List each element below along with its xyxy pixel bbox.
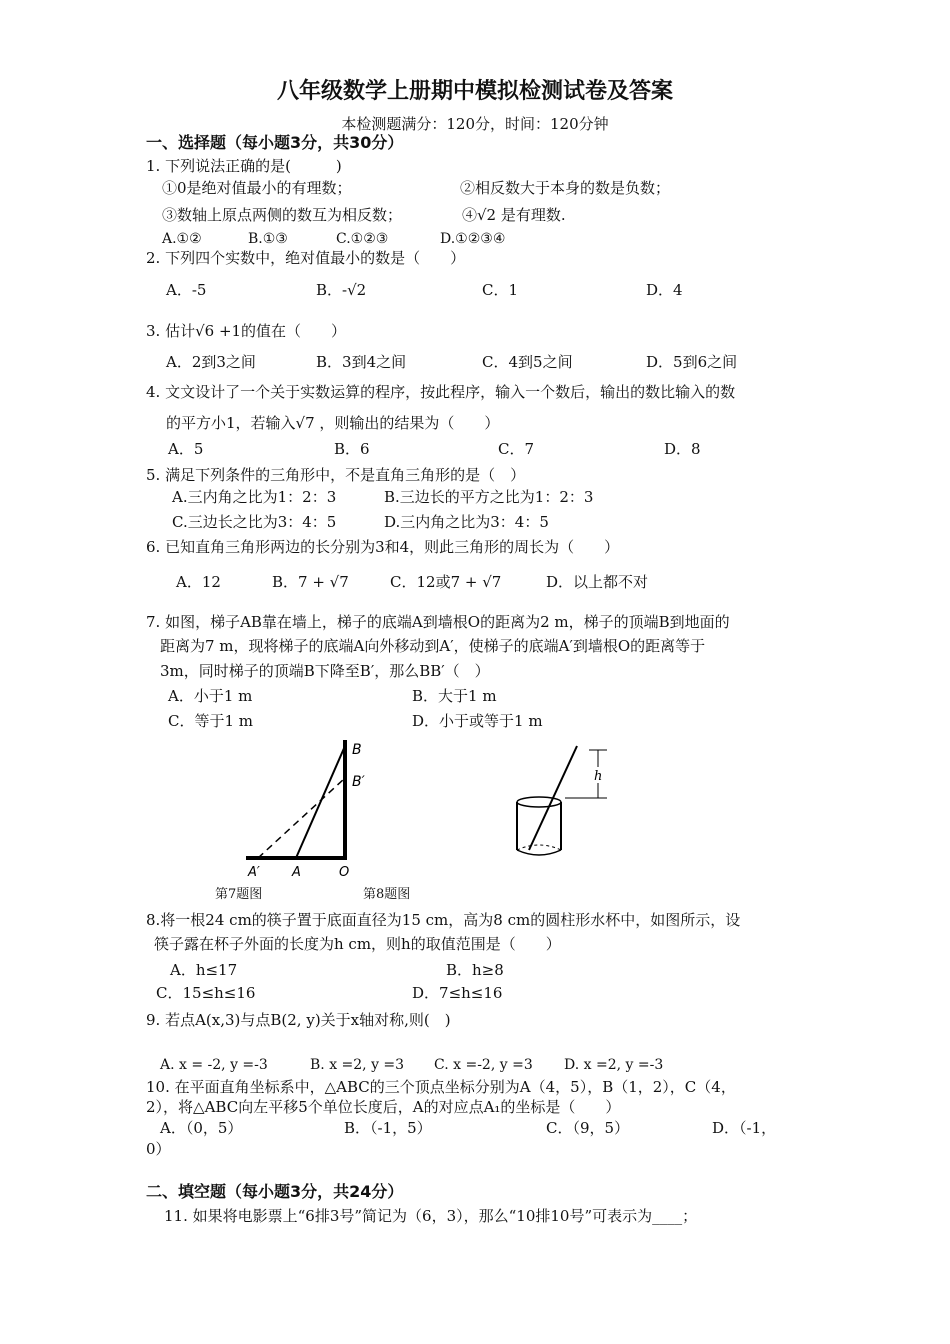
q3-option-c: C．4到5之间 [482,353,573,371]
q8-option-c: C．15≤h≤16 [156,984,256,1002]
cup-bottom-back [517,845,561,850]
q7-option-c: C．等于1 m [168,712,254,730]
q6-option-b: B．7 + √7 [272,573,349,591]
q8-option-d: D．7≤h≤16 [412,984,503,1002]
q6-stem: 6. 已知直角三角形两边的长分别为3和4，则此三角形的周长为（ ） [146,538,620,556]
q9-option-a: A. x = -2, y =-3 [160,1057,268,1073]
q1-option-b: B.①③ [248,231,288,247]
cup-rim [517,797,561,807]
q8-option-a: A．h≤17 [170,961,238,979]
ladder-ab [296,746,345,858]
q2-stem: 2. 下列四个实数中，绝对值最小的数是（ ） [146,249,466,267]
q3-option-d: D．5到6之间 [646,353,738,371]
q1-statement-1: ①0是绝对值最小的有理数； [162,179,352,197]
q4-option-c: C．7 [498,440,535,458]
label-o: O [339,865,350,880]
q10-option-d-wrap: 0） [146,1140,171,1158]
figure-7-caption: 第7题图 [215,887,263,902]
q1-option-c: C.①②③ [336,231,389,247]
q7-option-a: A．小于1 m [168,687,253,705]
q9-option-d: D. x =2, y =-3 [564,1057,664,1073]
q7-line-2: 距离为7 m，现将梯子的底端A向外移动到A′，使梯子的底端A′到墙根O的距离等于 [160,637,706,655]
section-1-heading: 一、选择题（每小题3分，共30分） [146,133,404,152]
label-h: h [594,769,603,784]
q5-stem: 5. 满足下列条件的三角形中，不是直角三角形的是（ ） [146,466,526,484]
label-a-prime: A′ [248,865,260,880]
q3-option-b: B．3到4之间 [316,353,407,371]
label-b-prime: B′ [352,774,365,790]
q8-line-1: 8.将一根24 cm的筷子置于底面直径为15 cm，高为8 cm的圆柱形水杯中，如图所示，设 [146,911,741,929]
q4-option-d: D．8 [664,440,701,458]
q4-line-1: 4. 文文设计了一个关于实数运算的程序，按此程序，输入一个数后，输出的数比输入的数 [146,383,736,401]
q5-option-b: B.三边长的平方之比为1：2：3 [384,488,594,506]
exam-subtitle: 本检测题满分：120分，时间：120分钟 [341,115,609,133]
q10-option-d: D．（-1， [712,1119,777,1137]
q1-option-d: D.①②③④ [440,231,506,247]
label-b: B [352,742,362,758]
q7-option-d: D．小于或等于1 m [412,712,543,730]
q2-option-a: A．-5 [166,281,207,299]
q9-option-b: B. x =2, y =3 [310,1057,405,1073]
q2-option-b: B．-√2 [316,281,367,299]
q1-statement-3: ③数轴上原点两侧的数互为相反数； [162,206,403,224]
q3-option-a: A．2到3之间 [166,353,256,371]
figure-8-cup [505,740,615,865]
q7-line-1: 7. 如图，梯子AB靠在墙上，梯子的底端A到墙根O的距离为2 m，梯子的顶端B到地面的 [146,613,730,631]
q7-option-b: B．大于1 m [412,687,497,705]
q10-line-2: 2），将△ABC向左平移5个单位长度后，A的对应点A₁的坐标是（ ） [146,1098,621,1116]
cup-bottom-front [517,850,561,855]
q8-line-2: 筷子露在杯子外面的长度为h cm，则h的取值范围是（ ） [154,935,561,953]
q6-option-d: D．以上都不对 [546,573,649,591]
q2-option-d: D．4 [646,281,683,299]
q4-line-2: 的平方小1，若输入√7 ，则输出的结果为（ ） [166,414,500,432]
figure-8-caption: 第8题图 [363,887,411,902]
q4-option-b: B．6 [334,440,370,458]
figure-7-ladder [240,734,380,884]
q5-option-d: D.三内角之比为3：4：5 [384,513,549,531]
q9-option-c: C. x =-2, y =3 [434,1057,533,1073]
q6-option-c: C．12或7 + √7 [390,573,502,591]
q1-statement-2: ②相反数大于本身的数是负数； [460,179,671,197]
q1-statement-4: ④√2 是有理数. [462,206,566,224]
q6-option-a: A．12 [176,573,221,591]
q1-option-a: A.①② [162,231,202,247]
q5-option-a: A.三内角之比为1：2：3 [172,488,337,506]
section-2-heading: 二、填空题（每小题3分，共24分） [146,1182,404,1201]
q9-stem: 9. 若点A(x,3)与点B(2, y)关于x轴对称,则( ) [146,1011,451,1029]
q10-option-c: C．（9，5） [546,1119,630,1137]
q1-stem: 1. 下列说法正确的是( ) [146,157,342,175]
q7-line-3: 3m，同时梯子的顶端B下降至B′，那么BB′（ ） [160,662,490,680]
q10-option-a: A．（0，5） [160,1119,243,1137]
q10-option-b: B．（-1，5） [344,1119,432,1137]
q5-option-c: C.三边长之比为3：4：5 [172,513,337,531]
label-a: A [292,865,301,880]
q4-option-a: A．5 [168,440,204,458]
q10-line-1: 10. 在平面直角坐标系中，△ABC的三个顶点坐标分别为A（4，5），B（1，2），C（4， [146,1078,736,1096]
q8-option-b: B．h≥8 [446,961,504,979]
q2-option-c: C．1 [482,281,519,299]
q3-stem: 3. 估计√6 +1的值在（ ） [146,322,347,340]
exam-title: 八年级数学上册期中模拟检测试卷及答案 [276,79,673,104]
q11-text: 11. 如果将电影票上“6排3号”简记为（6，3），那么“10排10号”可表示为____； [164,1207,698,1225]
